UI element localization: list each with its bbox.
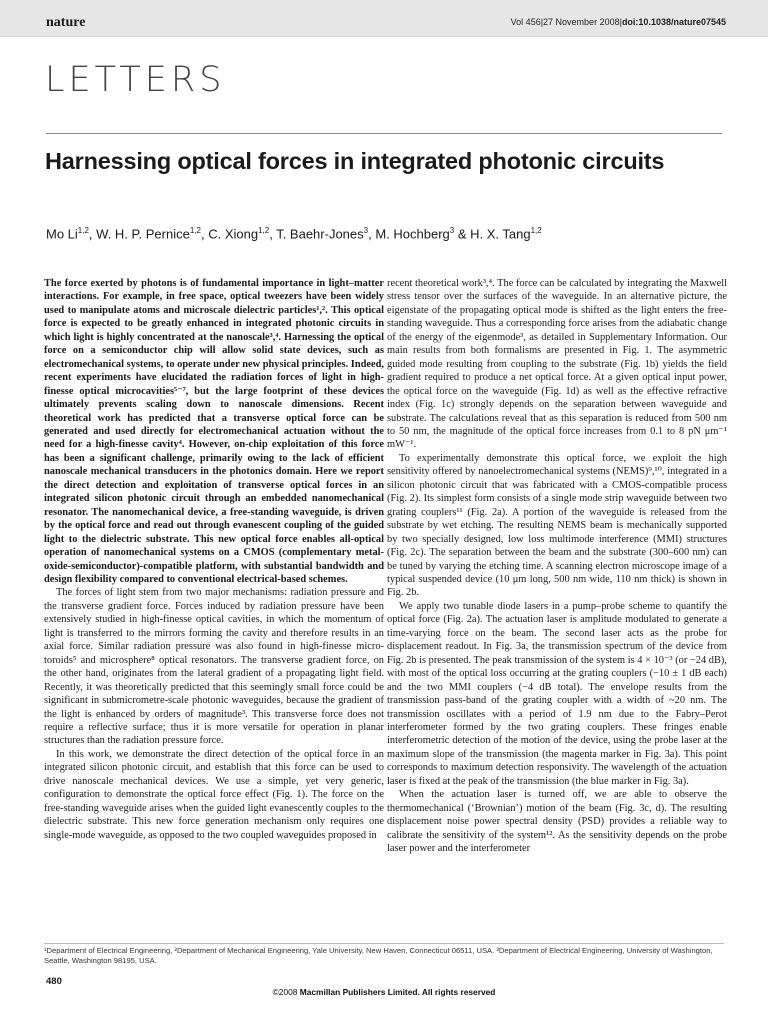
author-separator: , bbox=[269, 226, 277, 242]
journal-header-bar bbox=[0, 0, 768, 37]
author-affiliation: 1,2 bbox=[77, 226, 89, 235]
body-paragraph: In this work, we demonstrate the direct detection of the optical force in an integrated silicon photonic circuit, and establish that this force can be used to drive nanoscale mechanical devices. We use a simple, yet very generic, configuration to demonstrate the optical force effect (Fig. 1). The force on the free-standing waveguide arises when the guided light evanescently couples to the dielectric substrate. This new force generation mechanism only requires one single-mode waveguide, as opposed to the two coupled waveguides proposed in bbox=[44, 748, 384, 841]
author-separator: , bbox=[200, 226, 209, 242]
body-paragraph: recent theoretical work³,⁴. The force can be calculated by integrating the Maxwell stress tensor over the surfaces of the waveguide. In an alternative picture, the eigenstate of the propagating optical mode is shifted as the light enters the free-standing waveguide. Thus a corresponding force arises from the adiabatic change of the energy of the eigenmode³, as detailed in Supplementary Information. Our main results from both formalisms are presented in Fig. 1. The asymmetric guided mode resulting from coupling to the substrate (Fig. 1b) yields the field gradient required to produce a net optical force. At a given optical input power, the optical force on the waveguide (Fig. 1d) as well as the effective refractive index (Fig. 1c) strongly depends on the separation between waveguide and substrate. The calculations reveal that as this separation is reduced from 500 nm to 50 nm, the magnitude of the optical force increases from 0.1 to 8 pN μm⁻¹ mW⁻¹. bbox=[387, 278, 727, 451]
doi-text: doi:10.1038/nature07545 bbox=[621, 17, 726, 27]
author-name: W. H. P. Pernice bbox=[96, 226, 190, 242]
section-rule bbox=[46, 133, 722, 134]
author-name: C. Xiong bbox=[208, 226, 259, 242]
copyright-line bbox=[0, 987, 768, 997]
author-name: M. Hochberg bbox=[375, 226, 450, 242]
article-title: Harnessing optical forces in integrated photonic circuits bbox=[45, 148, 665, 174]
footnote-rule bbox=[44, 943, 724, 944]
author-affiliation: 3 bbox=[363, 226, 369, 235]
author-separator: , bbox=[88, 226, 97, 242]
author-affiliation: 1,2 bbox=[258, 226, 270, 235]
section-heading: LETTERS bbox=[45, 60, 226, 100]
author-separator: , bbox=[368, 226, 376, 242]
issue-info bbox=[511, 17, 726, 27]
author-name: Mo Li bbox=[46, 226, 78, 242]
author-separator: & bbox=[454, 226, 471, 242]
author-name: H. X. Tang bbox=[470, 226, 531, 242]
copyright-year: ©2008 bbox=[272, 987, 298, 997]
left-column bbox=[44, 277, 384, 842]
author-name: T. Baehr-Jones bbox=[276, 226, 364, 242]
body-paragraph: When the actuation laser is turned off, we are able to observe the thermomechanical (‘Brownian’) motion of the beam (Fig. 3c, d). The resulting displacement noise power spectral density (PSD) provides a reliable way to calibrate the sensitivity of the system¹². As the sensitivity depends on the probe laser power and the interferometer bbox=[387, 789, 727, 855]
body-paragraph: We apply two tunable diode lasers in a pump–probe scheme to quantify the optical force (Fig. 2a). The actuation laser is amplitude modulated to generate a time-varying force on the beam. The second laser acts as the probe for displacement readout. In Fig. 3a, the transmission spectrum of the device from Fig. 2b is presented. The peak transmission of the system is 4 × 10⁻³ (or −24 dB), with most of the optical loss occurring at the grating couplers (−10 ± 1 dB each) and the two MMI couplers (−4 dB total). The envelope results from the transmission pass-band of the grating coupler with a width of ~20 nm. The transmission oscillates with a period of 1.9 nm due to the Fabry–Perot interferometer formed by the two grating couplers. These fringes enable interferometric detection of the motion of the device, using the probe laser at the maximum slope of the transmission (the magenta marker in Fig. 3a). This point corresponds to maximum detection responsivity. The wavelength of the actuation laser is fixed at the peak of the transmission (the blue marker in Fig. 3a). bbox=[387, 600, 727, 787]
issue-volume-date: Vol 456|27 November 2008| bbox=[510, 17, 622, 27]
author-list bbox=[46, 226, 726, 241]
journal-name: nature bbox=[46, 15, 86, 30]
body-paragraph: To experimentally demonstrate this optical force, we exploit the high sensitivity offered by nanoelectromechanical systems (NEMS)⁹,¹⁰, integrated in a silicon photonic circuit that was fabricated with a CMOS-compatible process (Fig. 2). Its simplest form consists of a single mode strip waveguide between two grating couplers¹¹ (Fig. 2a). A portion of the waveguide is released from the substrate by wet etching. The resulting NEMS beam is mechanically supported by two specially designed, low loss multimode interference (MMI) structures (Fig. 2c). The separation between the beam and the substrate (300–600 nm) can be tuned by varying the etching time. A scanning electron microscope image of a typical suspended device (10 μm long, 500 nm wide, 110 nm thick) is shown in Fig. 2b. bbox=[387, 452, 727, 599]
abstract-paragraph: The force exerted by photons is of fundamental importance in light–matter interactions. For example, in free space, optical tweezers have been widely used to manipulate atoms and microscale dielectric particles¹,². This optical force is expected to be greatly enhanced in integrated photonic circuits in which light is highly concentrated at the nanoscale³,⁴. Harnessing the optical force on a semiconductor chip will allow solid state devices, such as electromechanical systems, to operate under new physical principles. Indeed, recent experiments have elucidated the radiation forces of light in high-finesse optical microcavities⁵⁻⁷, but the large footprint of these devices ultimately prevents scaling down to nanoscale dimensions. Recent theoretical work has predicted that a transverse optical force can be generated and used directly for electromechanical actuation without the need for a high-finesse cavity⁴. However, on-chip exploitation of this force has been a significant challenge, primarily owing to the lack of efficient nanoscale mechanical transducers in the photonics domain. Here we report the direct detection and exploitation of transverse optical forces in an integrated silicon photonic circuit through an embedded nanomechanical resonator. The nanomechanical device, a free-standing waveguide, is driven by the optical force and read out through evanescent coupling of the guided light to the dielectric substrate. This new optical force enables all-optical operation of nanomechanical systems on a CMOS (complementary metal-oxide-semiconductor)-compatible platform, with substantial bandwidth and design flexibility compared to conventional electrical-based schemes. bbox=[44, 278, 384, 585]
right-column bbox=[387, 277, 727, 855]
author-affiliation: 1,2 bbox=[189, 226, 201, 235]
page-number: 480 bbox=[46, 976, 62, 987]
author-affiliation: 3 bbox=[449, 226, 455, 235]
body-paragraph: The forces of light stem from two major mechanisms: radiation pressure and the transverse gradient force. Forces induced by radiation pressure have been extensively studied in high-finesse optical cavities, in which the momentum of light is transferred to the mirrors forming the cavity and therefore results in an axial force. Similar radiation pressure was also found in high-finesse micro-toroids⁵ and microsphere⁸ optical resonators. The transverse gradient force, on the other hand, originates from the lateral gradient of a propagating light field. Recently, it was theoretically predicted that this seemingly small force could be significant in submicrometre-scale photonic waveguides, because the gradient of the light is enhanced by orders of magnitude³. This transverse force does not require a reflective surface; thus it is more versatile for operation in planar structures than the radiation pressure force. bbox=[44, 587, 384, 747]
copyright-holder: Macmillan Publishers Limited. All rights reserved bbox=[299, 987, 496, 997]
author-affiliation: 1,2 bbox=[530, 226, 542, 235]
affiliation-footnotes: ¹Department of Electrical Engineering, ²Department of Mechanical Engineering, Yale University, New Haven, Connecticut 06511, USA. ³Department of Electrical Engineering, University of Washington, Seattle, Washington 98195, USA. bbox=[44, 946, 713, 965]
